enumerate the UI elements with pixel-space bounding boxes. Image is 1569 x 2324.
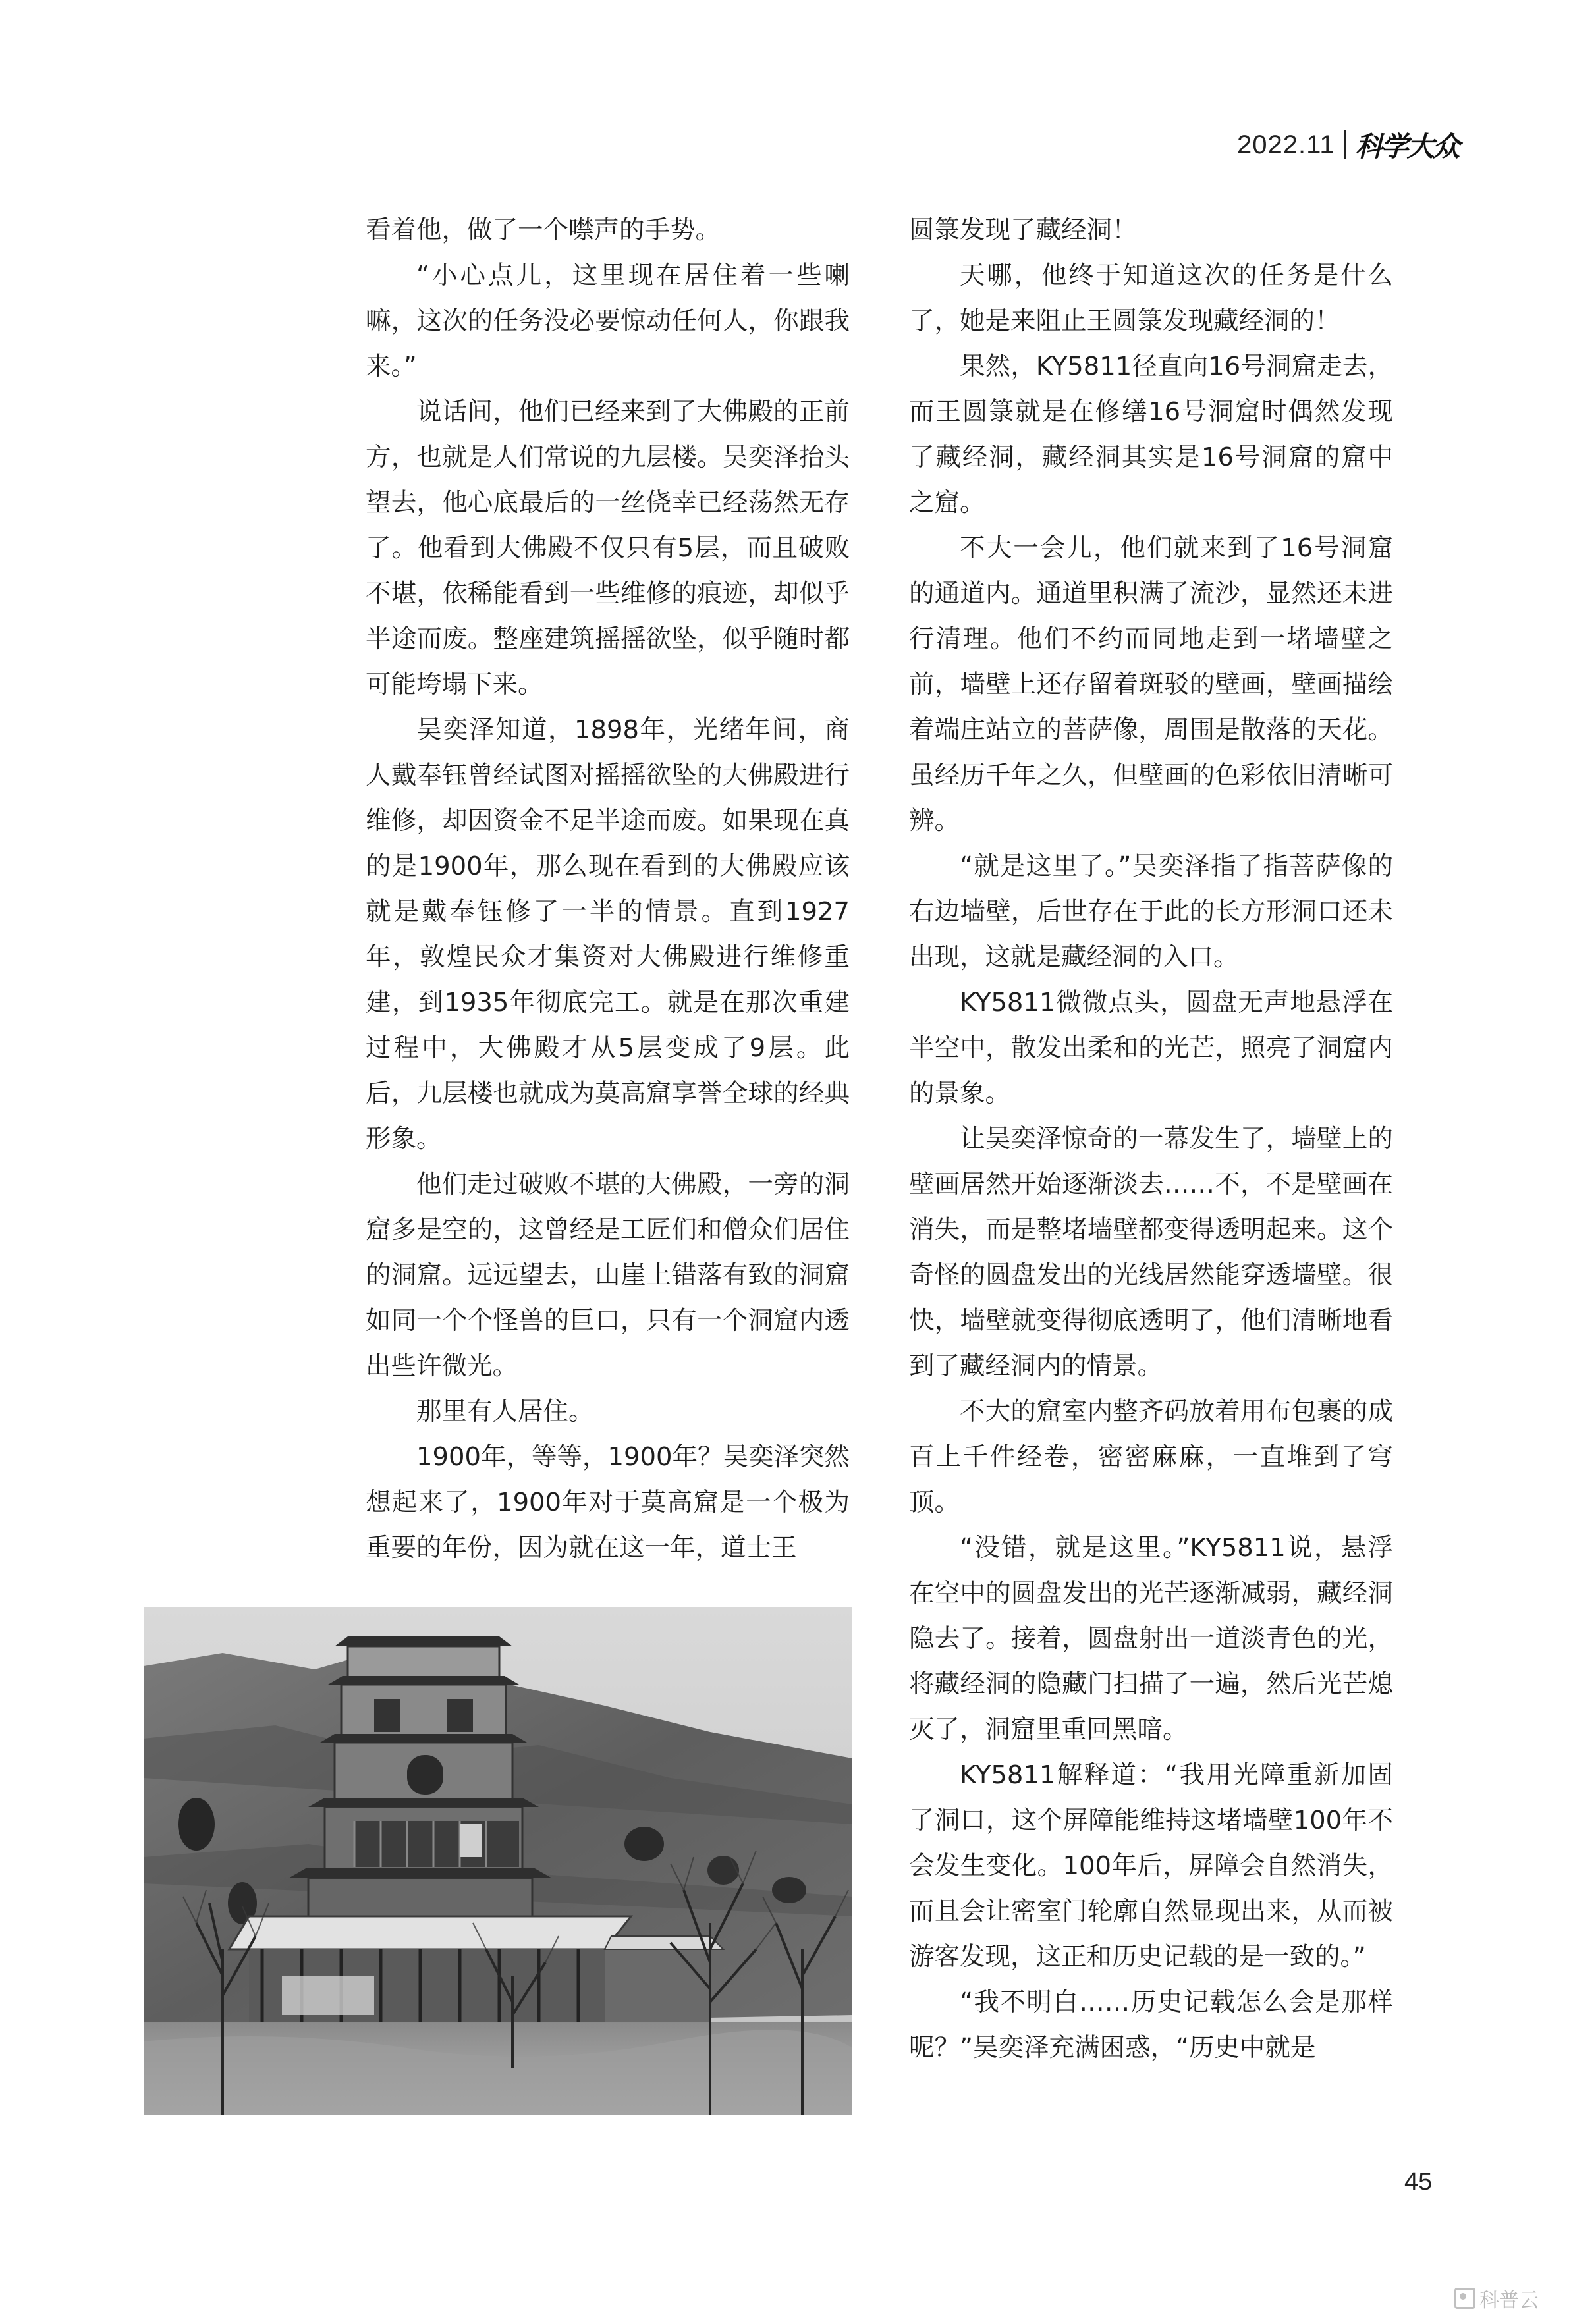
watermark-logo-icon bbox=[1454, 2288, 1475, 2309]
issue-date: 2022.11 bbox=[1237, 130, 1335, 159]
paragraph: 看着他，做了一个噤声的手势。 bbox=[366, 215, 721, 245]
paragraph: 1900年，等等，1900年？吴奕泽突然想起来了，1900年对于莫高窟是一个极为重要的年份，因为就在这一年，道士王 bbox=[366, 1442, 850, 1563]
paragraph: 说话间，他们已经来到了大佛殿的正前方，也就是人们常说的九层楼。吴奕泽抬头望去，他心底最后的一丝侥幸已经荡然无存了。他看到大佛殿不仅只有5层，而且破败不堪，依稀能看到一些维修的痕迹，却似乎半途而废。整座建筑摇摇欲坠，似乎随时都可能垮塌下来。 bbox=[366, 397, 850, 699]
right-text-column bbox=[909, 207, 1393, 2070]
paragraph: 那里有人居住。 bbox=[416, 1397, 594, 1426]
paragraph: KY5811解释道：“我用光障重新加固了洞口，这个屏障能维持这堵墙壁100年不会发生变化。100年后，屏障会自然消失，而且会让密室门轮廓自然显现出来，从而被游客发现，这正和历史记载的是一致的。” bbox=[909, 1760, 1393, 1972]
watermark-text: 科普云 bbox=[1479, 2289, 1539, 2312]
paragraph: 让吴奕泽惊奇的一幕发生了，墙壁上的壁画居然开始逐渐淡去……不，不是壁画在消失，而是整堵墙壁都变得透明起来。这个奇怪的圆盘发出的光线居然能穿透墙壁。很快，墙壁就变得彻底透明了，他们清晰地看到了藏经洞内的情景。 bbox=[909, 1124, 1393, 1381]
paragraph: “没错，就是这里。”KY5811说，悬浮在空中的圆盘发出的光芒逐渐减弱，藏经洞隐去了。接着，圆盘射出一道淡青色的光，将藏经洞的隐藏门扫描了一遍，然后光芒熄灭了，洞窟里重回黑暗。 bbox=[909, 1533, 1393, 1744]
paragraph: 天哪，他终于知道这次的任务是什么了，她是来阻止王圆箓发现藏经洞的！ bbox=[909, 261, 1393, 336]
paragraph: 不大的窟室内整齐码放着用布包裹的成百上千件经卷，密密麻麻，一直堆到了穹顶。 bbox=[909, 1397, 1393, 1517]
paragraph: “我不明白……历史记载怎么会是那样呢？”吴奕泽充满困惑，“历史中就是 bbox=[909, 1987, 1393, 2063]
magazine-logo: 科学大众 bbox=[1355, 130, 1458, 163]
header-divider bbox=[1344, 130, 1346, 159]
watermark bbox=[1454, 2284, 1539, 2313]
historical-photo bbox=[144, 1607, 852, 2115]
paragraph: 不大一会儿，他们就来到了16号洞窟的通道内。通道里积满了流沙，显然还未进行清理。他们不约而同地走到一堵墙壁之前，墙壁上还存留着斑驳的壁画，壁画描绘着端庄站立的菩萨像，周围是散落的天花。虽经历千年之久，但壁画的色彩依旧清晰可辨。 bbox=[909, 533, 1393, 836]
paragraph: 他们走过破败不堪的大佛殿，一旁的洞窟多是空的，这曾经是工匠们和僧众们居住的洞窟。远远望去，山崖上错落有致的洞窟如同一个个怪兽的巨口，只有一个洞窟内透出些许微光。 bbox=[366, 1170, 850, 1381]
running-header bbox=[1237, 124, 1458, 166]
paragraph: 果然，KY5811径直向16号洞窟走去，而王圆箓就是在修缮16号洞窟时偶然发现了藏经洞，藏经洞其实是16号洞窟的窟中之窟。 bbox=[909, 352, 1393, 518]
page-number: 45 bbox=[1404, 2168, 1433, 2196]
paragraph: KY5811微微点头，圆盘无声地悬浮在半空中，散发出柔和的光芒，照亮了洞窟内的景象。 bbox=[909, 988, 1393, 1108]
paragraph: “就是这里了。”吴奕泽指了指菩萨像的右边墙壁，后世存在于此的长方形洞口还未出现，这就是藏经洞的入口。 bbox=[909, 851, 1393, 972]
paragraph: 圆箓发现了藏经洞！ bbox=[909, 215, 1138, 245]
paragraph: 吴奕泽知道，1898年，光绪年间，商人戴奉钰曾经试图对摇摇欲坠的大佛殿进行维修，却因资金不足半途而废。如果现在真的是1900年，那么现在看到的大佛殿应该就是戴奉钰修了一半的情景。直到1927年，敦煌民众才集资对大佛殿进行维修重建，到1935年彻底完工。就是在那次重建过程中，大佛殿才从5层变成了9层。此后，九层楼也就成为莫高窟享誉全球的经典形象。 bbox=[366, 715, 850, 1154]
paragraph: “小心点儿，这里现在居住着一些喇嘛，这次的任务没必要惊动任何人，你跟我来。” bbox=[366, 261, 850, 381]
left-text-column bbox=[366, 207, 850, 1571]
